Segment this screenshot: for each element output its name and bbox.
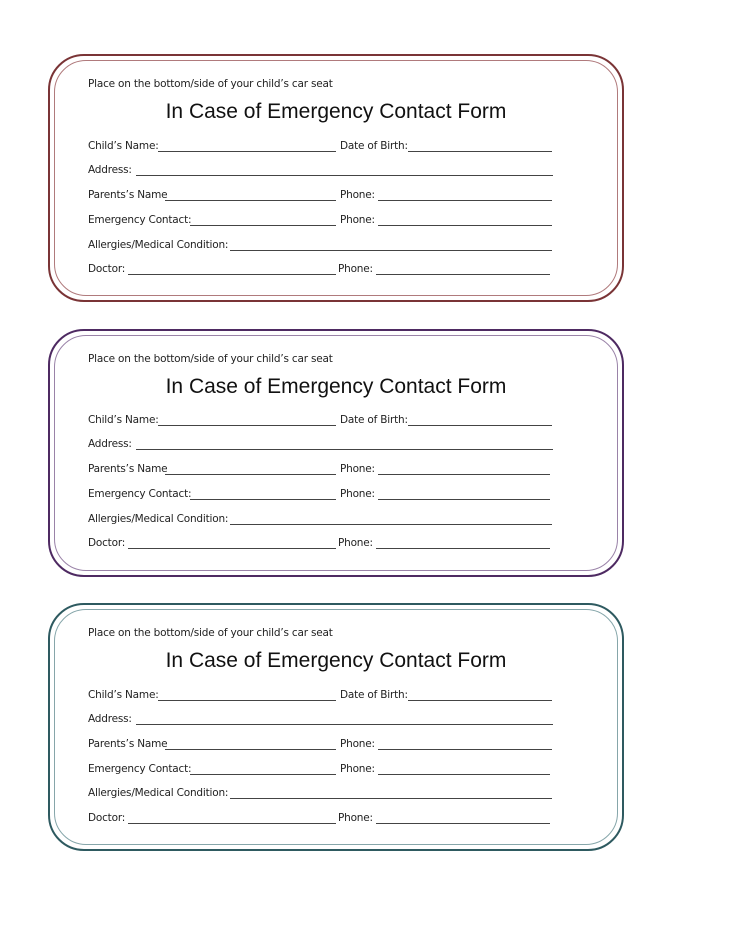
phone-label: Phone: (338, 537, 373, 549)
card-inner-border (54, 60, 618, 296)
card-inner-border (54, 609, 618, 845)
child-name-label: Child’s Name: (88, 140, 159, 152)
emergency-phone-field[interactable] (378, 499, 550, 500)
allergies-field[interactable] (230, 798, 552, 799)
date-of-birth-field[interactable] (408, 700, 552, 701)
phone-label: Phone: (340, 763, 375, 775)
allergies-field[interactable] (230, 250, 552, 251)
address-field[interactable] (136, 175, 553, 176)
parents-name-label: Parents’s Name (88, 738, 168, 750)
allergies-label: Allergies/Medical Condition: (88, 239, 229, 251)
allergies-field[interactable] (230, 524, 552, 525)
card-inner-border (54, 335, 618, 571)
doctor-label: Doctor: (88, 812, 126, 824)
allergies-label: Allergies/Medical Condition: (88, 787, 229, 799)
parents-name-field[interactable] (165, 474, 336, 475)
doctor-field[interactable] (128, 548, 336, 549)
doctor-phone-field[interactable] (376, 548, 550, 549)
address-label: Address: (88, 713, 132, 725)
parents-name-field[interactable] (165, 200, 336, 201)
date-of-birth-label: Date of Birth: (340, 414, 408, 426)
date-of-birth-label: Date of Birth: (340, 140, 408, 152)
emergency-phone-field[interactable] (378, 774, 550, 775)
date-of-birth-label: Date of Birth: (340, 689, 408, 701)
phone-label: Phone: (340, 738, 375, 750)
parents-phone-field[interactable] (378, 200, 552, 201)
doctor-label: Doctor: (88, 537, 126, 549)
child-name-field[interactable] (158, 151, 336, 152)
form-title: In Case of Emergency Contact Form (165, 100, 507, 123)
instruction-text: Place on the bottom/side of your child’s car seat (88, 353, 333, 365)
phone-label: Phone: (340, 214, 375, 226)
emergency-contact-field[interactable] (190, 225, 336, 226)
form-title: In Case of Emergency Contact Form (165, 375, 507, 398)
child-name-field[interactable] (158, 700, 336, 701)
phone-label: Phone: (340, 488, 375, 500)
phone-label: Phone: (338, 812, 373, 824)
emergency-phone-field[interactable] (378, 225, 552, 226)
parents-name-label: Parents’s Name (88, 463, 168, 475)
doctor-phone-field[interactable] (376, 823, 550, 824)
parents-phone-field[interactable] (378, 749, 552, 750)
child-name-label: Child’s Name: (88, 414, 159, 426)
doctor-field[interactable] (128, 274, 336, 275)
phone-label: Phone: (338, 263, 373, 275)
instruction-text: Place on the bottom/side of your child’s car seat (88, 627, 333, 639)
child-name-label: Child’s Name: (88, 689, 159, 701)
instruction-text: Place on the bottom/side of your child’s car seat (88, 78, 333, 90)
phone-label: Phone: (340, 463, 375, 475)
phone-label: Phone: (340, 189, 375, 201)
emergency-form-card-3 (48, 603, 624, 851)
child-name-field[interactable] (158, 425, 336, 426)
emergency-contact-label: Emergency Contact: (88, 763, 192, 775)
parents-name-label: Parents’s Name (88, 189, 168, 201)
address-label: Address: (88, 164, 132, 176)
date-of-birth-field[interactable] (408, 151, 552, 152)
doctor-phone-field[interactable] (376, 274, 550, 275)
emergency-form-card-2 (48, 329, 624, 577)
allergies-label: Allergies/Medical Condition: (88, 513, 229, 525)
address-field[interactable] (136, 449, 553, 450)
doctor-field[interactable] (128, 823, 336, 824)
emergency-contact-field[interactable] (190, 774, 336, 775)
emergency-contact-label: Emergency Contact: (88, 488, 192, 500)
parents-name-field[interactable] (165, 749, 336, 750)
address-field[interactable] (136, 724, 553, 725)
emergency-contact-label: Emergency Contact: (88, 214, 192, 226)
emergency-form-card-1 (48, 54, 624, 302)
parents-phone-field[interactable] (378, 474, 550, 475)
date-of-birth-field[interactable] (408, 425, 552, 426)
doctor-label: Doctor: (88, 263, 126, 275)
emergency-contact-field[interactable] (190, 499, 336, 500)
address-label: Address: (88, 438, 132, 450)
form-title: In Case of Emergency Contact Form (165, 649, 507, 672)
